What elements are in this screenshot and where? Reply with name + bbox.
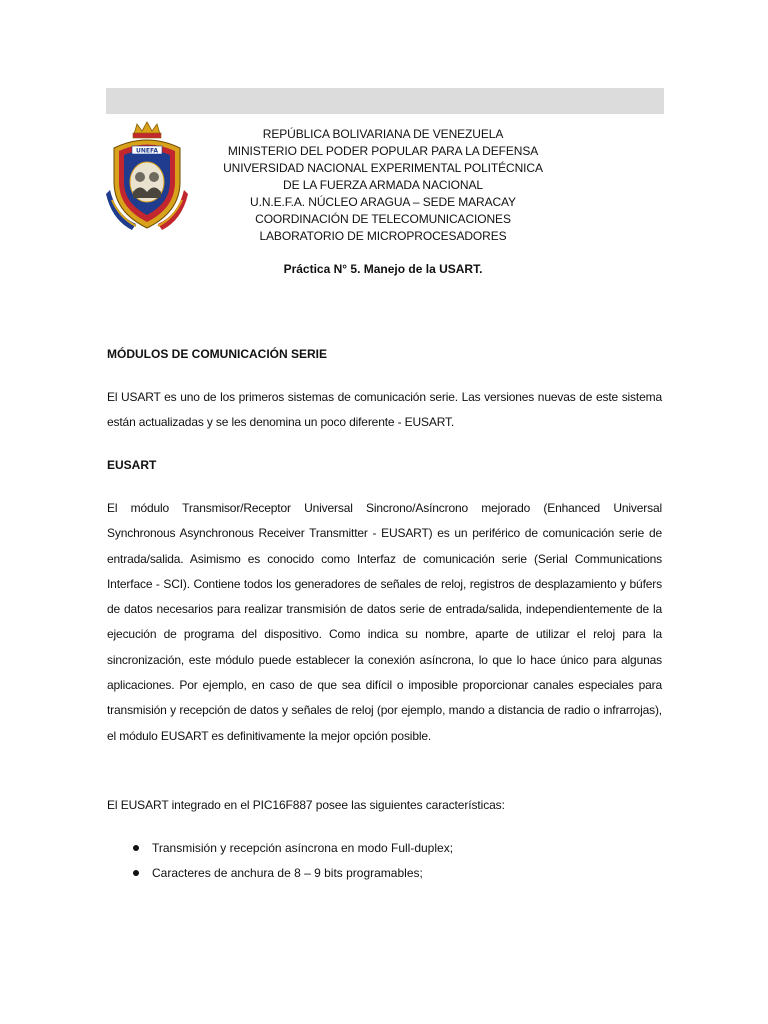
institution-line: UNIVERSIDAD NACIONAL EXPERIMENTAL POLITÉCNICA — [223, 161, 543, 175]
institution-line: DE LA FUERZA ARMADA NACIONAL — [283, 178, 483, 192]
header-band — [106, 88, 664, 114]
eusart-paragraph: El módulo Transmisor/Receptor Universal Sincrono/Asíncrono mejorado (Enhanced Universal Synchronous Asynchronous Receiver Transmitter - EUSART) es un periférico de comunicación serie de entrada/salida. Asimismo es conocido como Interfaz de comunicación serie (Serial Communications Interface - SCI). Contiene todos los generadores de señales de reloj, registros de desplazamiento y búfers de datos necesarios para realizar transmisión de datos serie de entrada/salida, independientemente de la ejecución de programa del dispositivo. Como indica su nombre, aparte de utilizar el reloj para la sincronización, este módulo puede establecer la conexión asíncrona, lo que lo hace único para algunas aplicaciones. Por ejemplo, en caso de que sea difícil o imposible proporcionar canales especiales para transmisión y recepción de datos y señales de reloj (por ejemplo, mando a distancia de radio o infrarrojas), el módulo EUSART es definitivamente la mejor opción posible. — [107, 501, 662, 743]
features-intro: El EUSART integrado en el PIC16F887 posee las siguientes características: — [107, 798, 505, 812]
list-item — [107, 838, 453, 863]
institution-line: U.N.E.F.A. NÚCLEO ARAGUA – SEDE MARACAY — [250, 195, 516, 209]
bullet-icon — [133, 870, 139, 876]
feature-text: Caracteres de anchura de 8 – 9 bits programables; — [152, 866, 423, 880]
crest-banner-text: UNEFA — [135, 147, 159, 155]
modules-heading: MÓDULOS DE COMUNICACIÓN SERIE — [107, 347, 328, 361]
features-list — [107, 838, 453, 888]
intro-paragraph: El USART es uno de los primeros sistemas de comunicación serie. Las versiones nuevas de este sistema están actualizadas y se les denomina un poco diferente - EUSART. — [107, 390, 662, 430]
institution-line: MINISTERIO DEL PODER POPULAR PARA LA DEFENSA — [227, 144, 539, 158]
practice-title: Práctica N° 5. Manejo de la USART. — [283, 262, 483, 276]
list-item — [107, 863, 453, 888]
feature-text: Transmisión y recepción asíncrona en modo Full-duplex; — [152, 841, 454, 855]
institution-header — [200, 126, 566, 245]
unefa-crest-logo — [106, 120, 188, 235]
institution-line: COORDINACIÓN DE TELECOMUNICACIONES — [255, 212, 511, 226]
bullet-icon — [133, 845, 139, 851]
institution-line: REPÚBLICA BOLIVARIANA DE VENEZUELA — [262, 127, 504, 141]
eusart-heading: EUSART — [107, 458, 157, 472]
institution-line: LABORATORIO DE MICROPROCESADORES — [259, 229, 507, 243]
